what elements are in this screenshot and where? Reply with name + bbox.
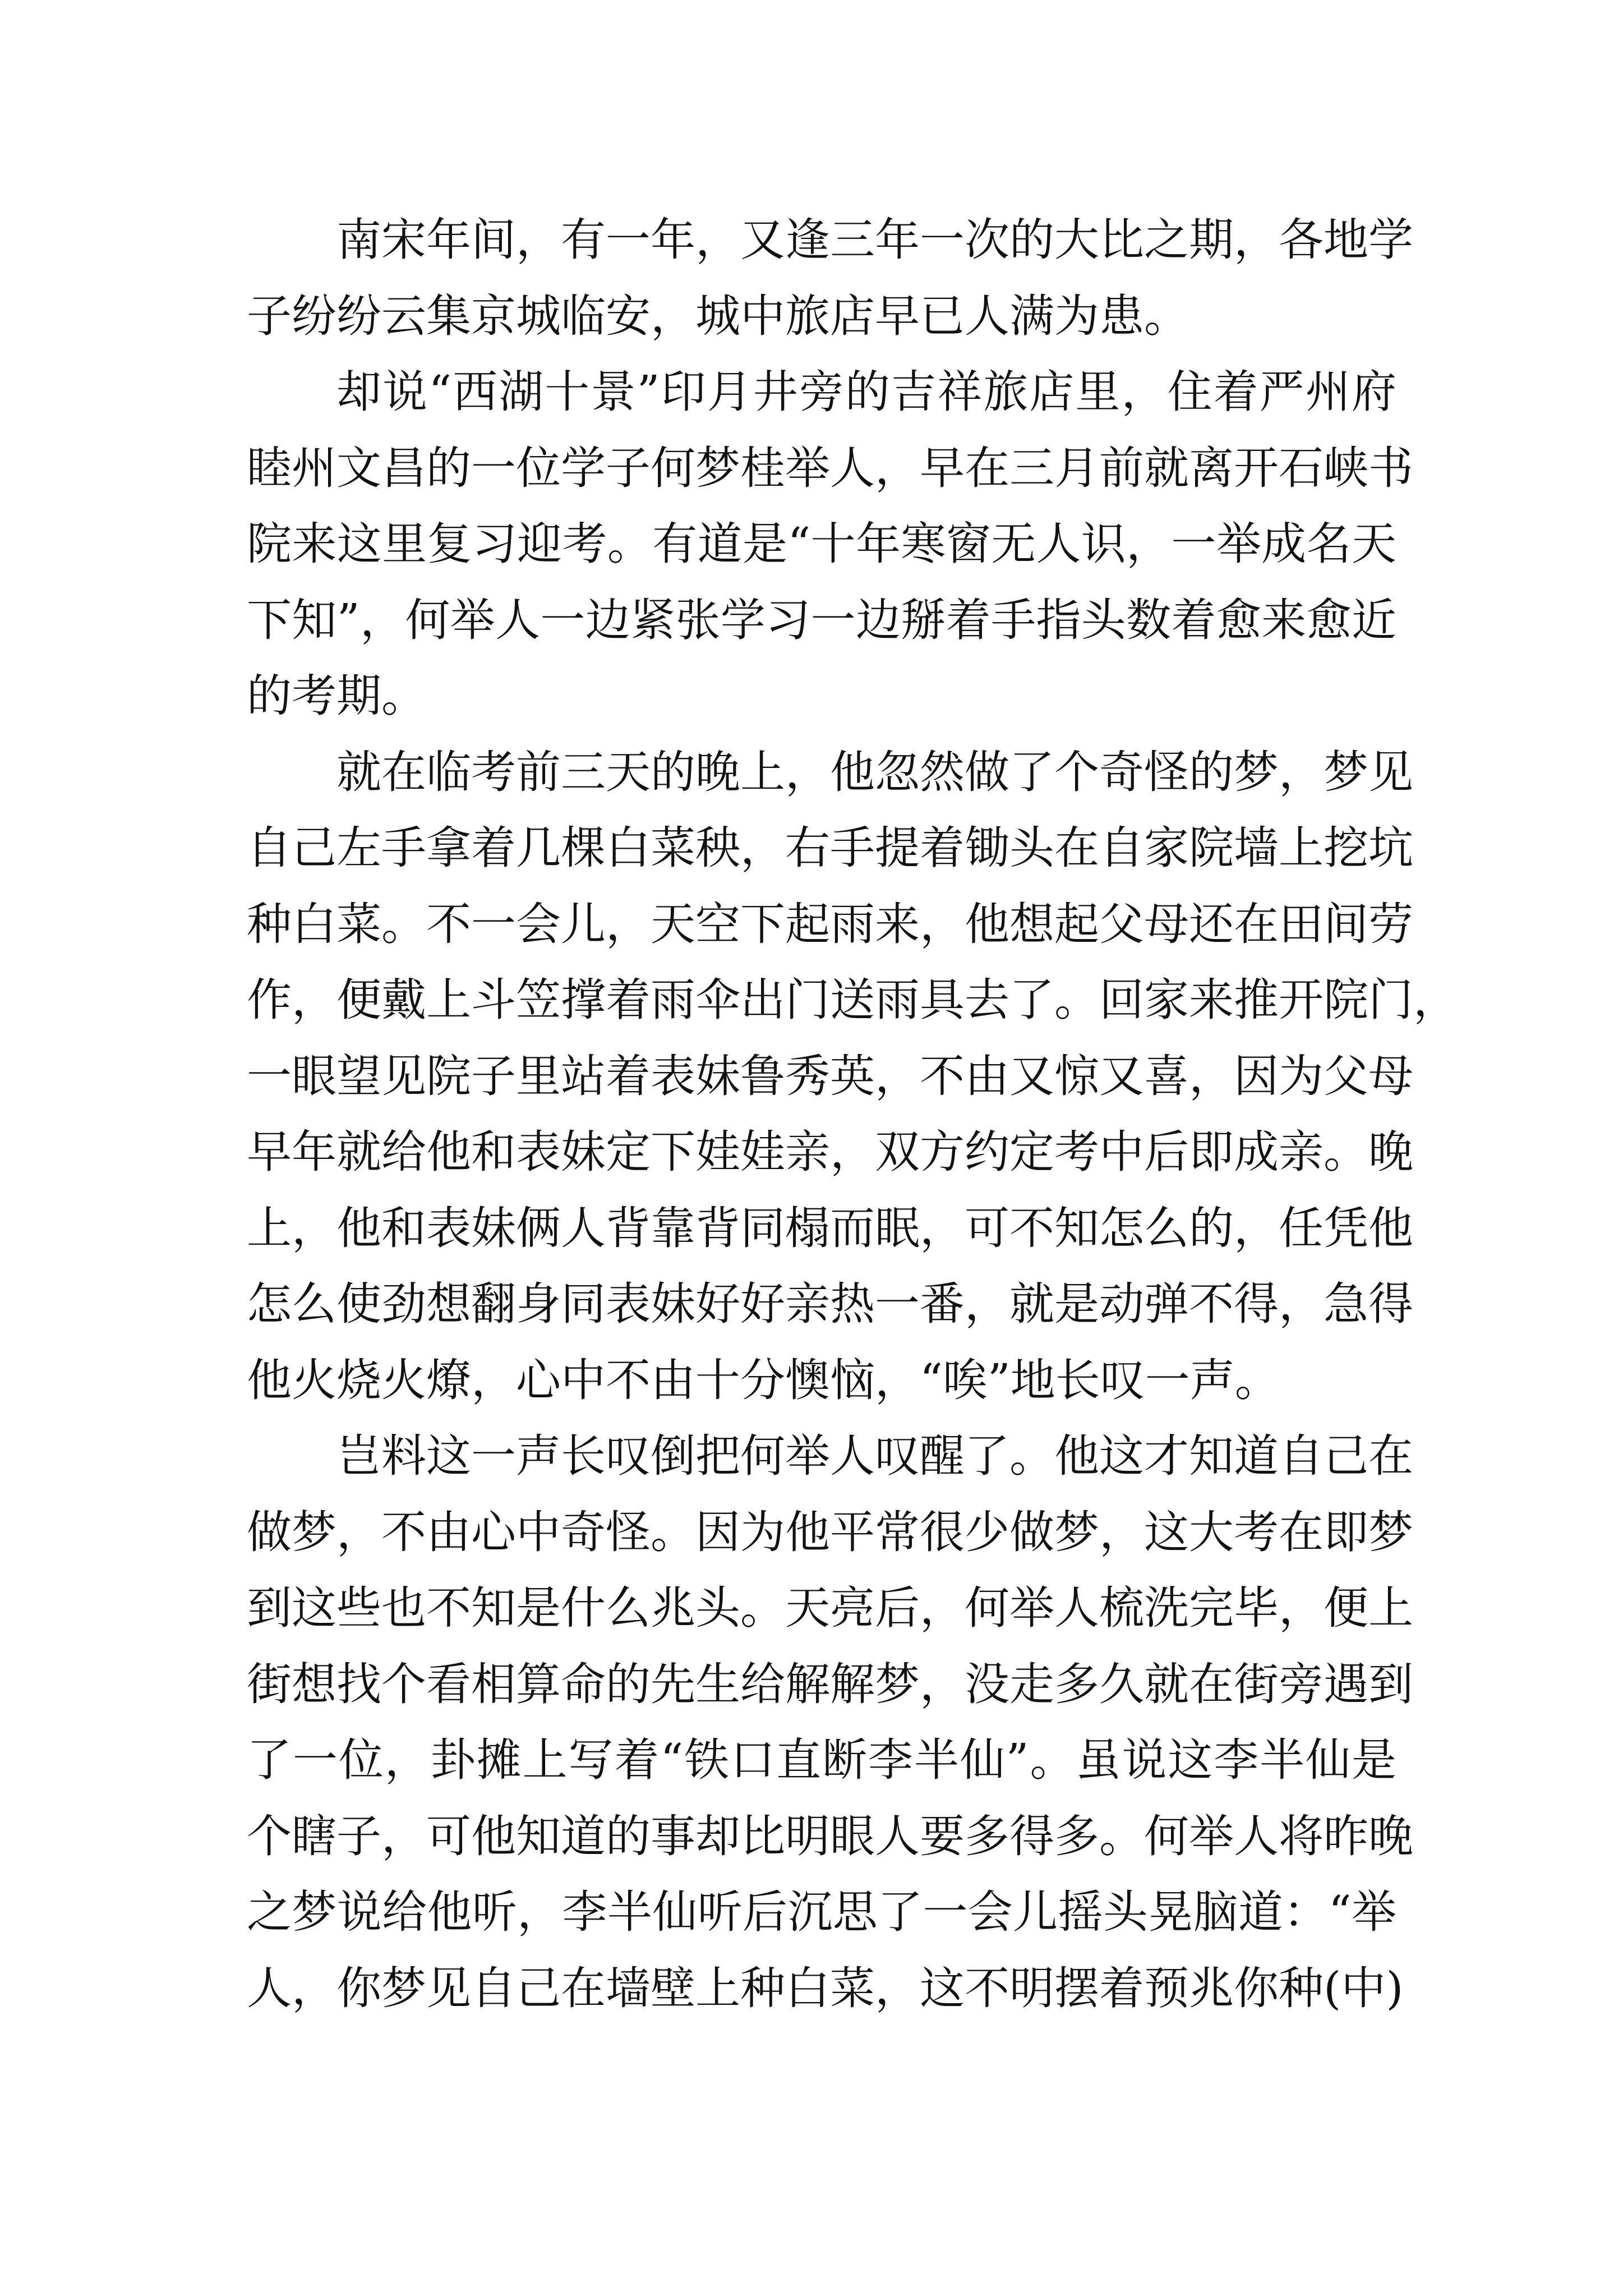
paragraph-4-line-4: 街想找个看相算命的先生给解解梦，没走多久就在街旁遇到 [247,1658,1413,1710]
paragraph-3-line-5: 一眼望见院子里站着表妹鲁秀英，不由又惊又喜，因为父母 [247,1050,1413,1102]
paragraph-4-line-1: 岂料这一声长叹倒把何举人叹醒了。他这才知道自己在 [336,1430,1413,1482]
paragraph-3-line-1: 就在临考前三天的晚上，他忽然做了个奇怪的梦，梦见 [336,746,1413,798]
paragraph-4-line-7: 之梦说给他听，李半仙听后沉思了一会儿摇头晃脑道：“举 [247,1886,1396,1938]
paragraph-4-line-8: 人，你梦见自己在墙壁上种白菜，这不明摆着预兆你种(中) [247,1962,1404,2014]
paragraph-3-line-4: 作，便戴上斗笠撑着雨伞出门送雨具去了。回家来推开院门， [247,974,1458,1026]
paragraph-2-line-2: 睦州文昌的一位学子何梦桂举人，早在三月前就离开石峡书 [247,441,1413,494]
paragraph-3-line-8: 怎么使劲想翻身同表妹好好亲热一番，就是动弹不得，急得 [247,1278,1413,1330]
paragraph-1-line-1: 南宋年间，有一年，又逢三年一次的大比之期，各地学 [336,214,1413,266]
paragraph-2-line-3: 院来这里复习迎考。有道是“十年寒窗无人识，一举成名天 [247,518,1396,570]
paragraph-3-line-7: 上，他和表妹俩人背靠背同榻而眠，可不知怎么的，任凭他 [247,1202,1413,1254]
paragraph-1-line-2: 子纷纷云集京城临安，城中旅店早已人满为患。 [247,289,1189,342]
paragraph-2-line-1: 却说“西湖十景”印月井旁的吉祥旅店里，住着严州府 [336,366,1396,418]
paragraph-3-line-6: 早年就给他和表妹定下娃娃亲，双方约定考中后即成亲。晚 [247,1126,1413,1178]
paragraph-3-line-9: 他火烧火燎，心中不由十分懊恼，“唉”地长叹一声。 [247,1354,1280,1406]
paragraph-3-line-2: 自己左手拿着几棵白菜秧，右手提着锄头在自家院墙上挖坑 [247,822,1413,874]
paragraph-2-line-4: 下知”，何举人一边紧张学习一边掰着手指头数着愈来愈近 [247,593,1396,646]
paragraph-3-line-3: 种白菜。不一会儿，天空下起雨来，他想起父母还在田间劳 [247,898,1413,950]
paragraph-4-line-5: 了一位，卦摊上写着“铁口直断李半仙”。虽说这李半仙是 [247,1734,1396,1786]
paragraph-2-line-5: 的考期。 [247,670,426,722]
paragraph-4-line-6: 个瞎子，可他知道的事却比明眼人要多得多。何举人将昨晚 [247,1810,1413,1862]
body-text [247,202,1458,2026]
paragraph-4-line-2: 做梦，不由心中奇怪。因为他平常很少做梦，这大考在即梦 [247,1506,1413,1558]
paragraph-4-line-3: 到这些也不知是什么兆头。天亮后，何举人梳洗完毕，便上 [247,1582,1413,1634]
